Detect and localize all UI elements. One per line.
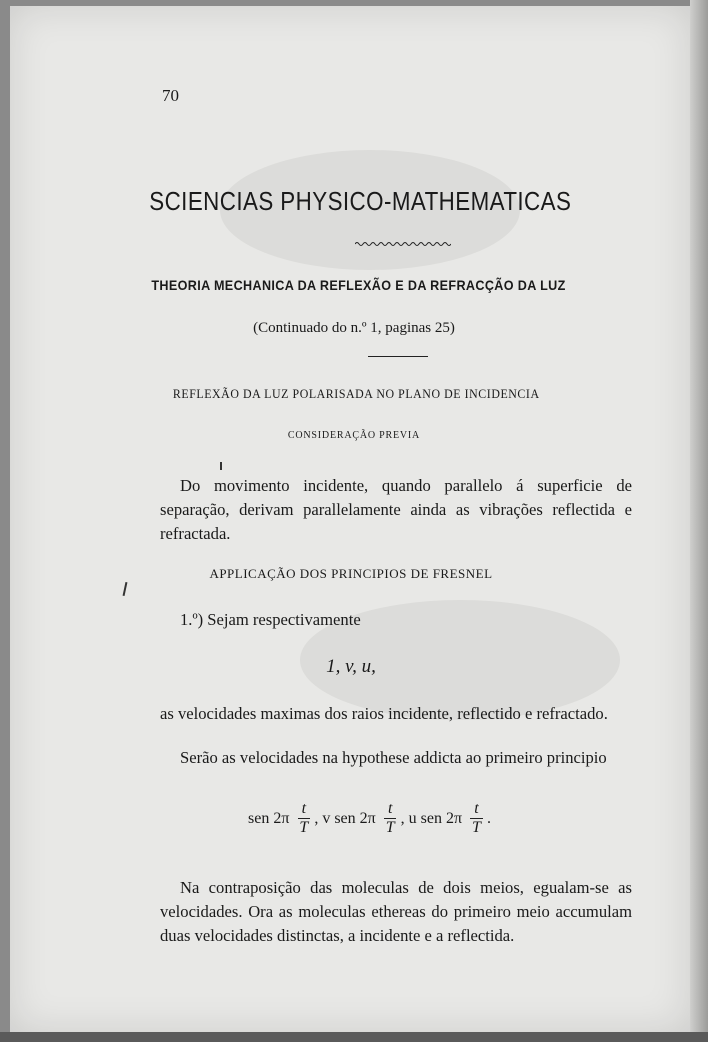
continuation-note: (Continuado do n.º 1, paginas 25) [253,320,455,336]
paragraph-1: Do movimento incidente, quando parallelo á superficie de separação, derivam parallelamente ainda as vibrações reflectida e refractada. [160,476,632,543]
subheading: REFLEXÃO DA LUZ POLARISADA NO PLANO DE INCIDENCIA [172,387,540,401]
page-edge-bottom [0,1032,708,1042]
fraction-denominator: T [299,819,309,836]
fraction-t-over-T [468,800,485,837]
fraction-denominator: T [385,819,395,836]
article-title: THEORIA MECHANICA DA REFLEXÃO E DA REFRACÇÃO DA LUZ [151,277,566,293]
sine-term-3: , u sen 2π [400,809,463,827]
paragraph-2: as velocidades maximas dos raios incidente, reflectido e refractado. [160,704,608,723]
sub-subheading: CONSIDERAÇÃO PREVIA [287,430,421,441]
fraction-numerator: t [298,800,310,819]
paragraph-4: Na contraposição das moleculas de dois meios, egualam-se as velocidades. Ora as moleculas ethereas do primeiro meio accumulam duas velocidades distinctas, a incidente e a reflectida. [160,878,632,945]
paragraph-3: Serão as velocidades na hypothese addicta ao primeiro principio [180,748,607,767]
equation-velocities [0,656,705,678]
fraction-t-over-T [295,800,312,837]
equation-sines [248,800,491,837]
wavy-rule-ornament [355,240,451,248]
fraction-numerator: t [470,800,482,819]
section-title: SCIENCIAS PHYSICO-MATHEMATICAS [149,186,572,216]
item-1: 1.º) Sejam respectivamente [180,610,361,629]
sine-term-1: sen 2π [248,809,290,827]
fraction-numerator: t [384,800,396,819]
page-number: 70 [162,86,179,105]
equation-end: . [486,809,491,827]
ink-speck [220,462,222,470]
application-heading: APPLICAÇÃO DOS PRINCIPIOS DE FRESNEL [209,566,493,581]
sine-term-2: , v sen 2π [314,809,376,827]
fraction-denominator: T [472,819,481,836]
short-rule [368,356,428,357]
fraction-t-over-T [382,800,399,837]
page-edge-right [690,0,708,1042]
equation-velocities-text: 1, v, u, [326,656,376,677]
